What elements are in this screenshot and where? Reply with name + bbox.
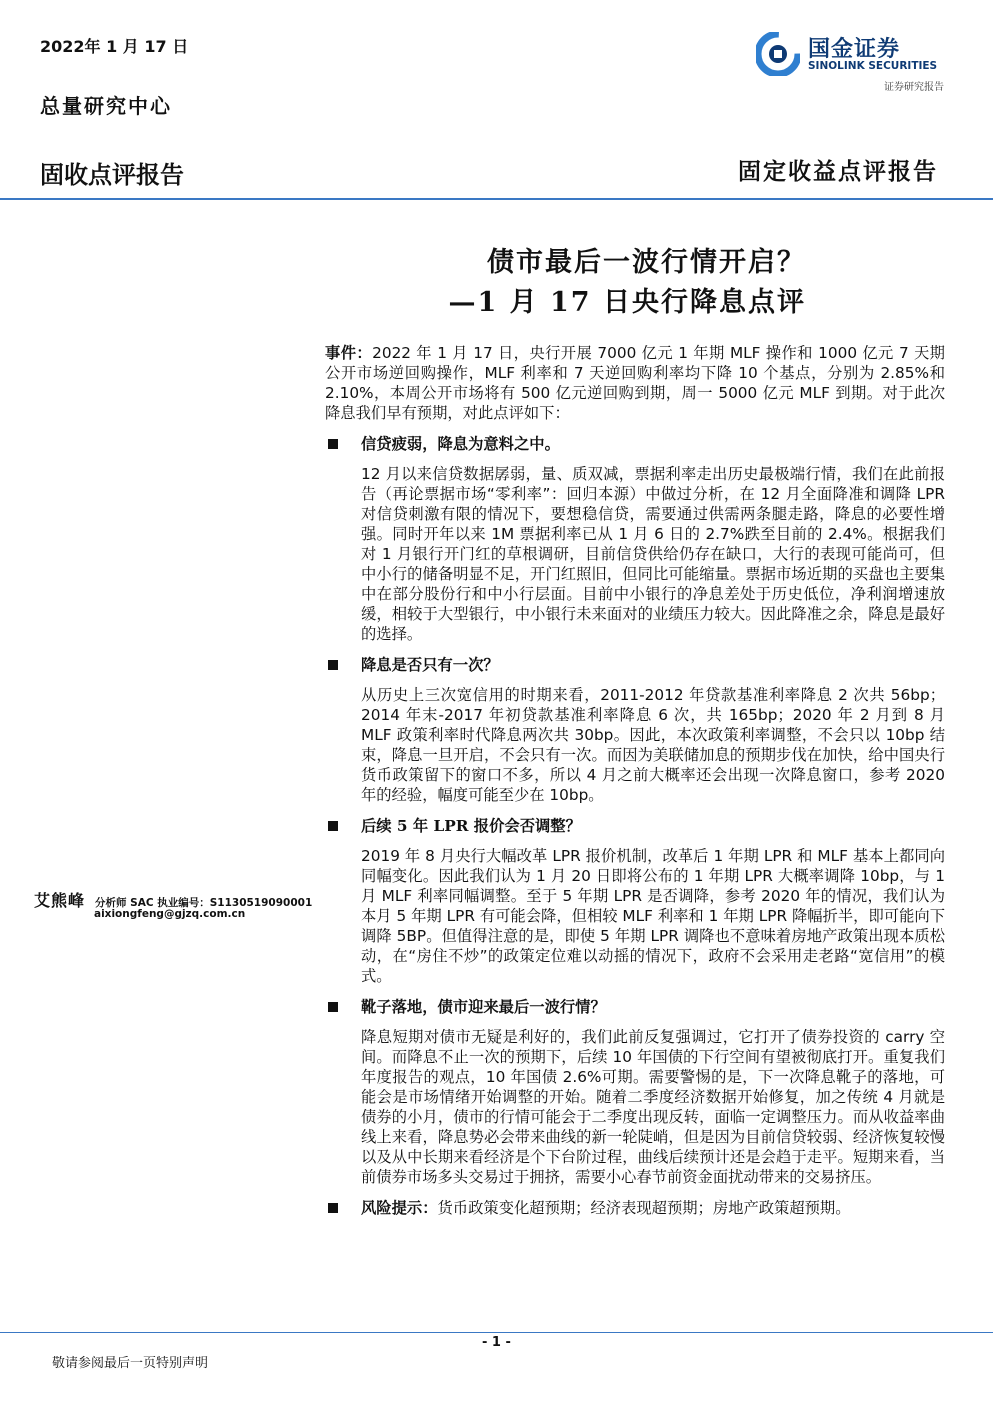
- section-heading: [325, 434, 945, 454]
- square-bullet-icon: [328, 439, 338, 449]
- section-heading: [325, 997, 945, 1017]
- section-paragraph: 2019 年 8 月央行大幅改革 LPR 报价机制，改革后 1 年期 LPR 和 MLF 基本上都同向同幅变化。因此我们认为 1 月 20 日即将公布的 1 年期 LPR 大概率调降 10bp，与 1 月 MLF 利率同幅调整。至于 5 年期 LPR 是否调降，参考 2020 年的情况，我们认为本月 5 年期 LPR 有可能会降，但相较 MLF 利率和 1 年期 LPR 降幅折半，即可能向下调降 5BP。但值得注意的是，即使 5 年期 LPR 调降也不意味着房地产政策出现本质松动，在“房住不炒”的政策定位难以动摇的情况下，政府不会采用走老路“宽信用”的模式。: [361, 847, 945, 985]
- research-center: 总量研究中心: [40, 94, 172, 118]
- report-body: [325, 343, 945, 1228]
- disclaimer-note: 敬请参阅最后一页特别声明: [52, 1356, 209, 1371]
- analyst-email[interactable]: aixiongfeng@gjzq.com.cn: [94, 908, 246, 920]
- report-date: 2022年 1 月 17 日: [40, 37, 189, 56]
- risk-text: 货币政策变化超预期；经济表现超预期；房地产政策超预期。: [437, 1199, 851, 1217]
- section-heading-text: 信贷疲弱，降息为意料之中。: [361, 435, 560, 453]
- page-number: - 1 -: [482, 1335, 511, 1350]
- analyst-name: 艾熊峰: [34, 891, 86, 910]
- header-divider: [0, 198, 993, 200]
- logo-chinese-name: 国金证券: [808, 37, 901, 62]
- sinolink-logo-icon: [756, 32, 800, 76]
- report-title: 债市最后一波行情开启？: [487, 247, 806, 278]
- section-heading: [325, 816, 945, 836]
- square-bullet-icon: [328, 1002, 338, 1012]
- section-heading-text: 后续 5 年 LPR 报价会否调整？: [361, 817, 581, 835]
- section-heading-text: 降息是否只有一次？: [361, 656, 499, 674]
- logo-subtitle: 证券研究报告: [884, 82, 944, 93]
- section-paragraph: 12 月以来信贷数据孱弱，量、质双减，票据利率走出历史最极端行情，我们在此前报告（再论票据市场“零利率”：回归本源）中做过分析，在 12 月全面降准和调降 LPR 对信贷刺激有限的情况下，要想稳信贷，需要通过供需两条腿走路，降息的必要性增强。同时开年以来 1M 票据利率已从 1 月 6 日的 2.7%跌至目前的 2.4%。根据我们对 1 月银行开门红的草根调研，目前信贷供给仍存在缺口，大行的表现可能尚可，但中小行的储备明显不足，开门红照旧，但同比可能缩量。票据市场近期的买盘也主要集中在部分股份行和中小行层面。目前中小银行的净息差处于历史低位，净利润增速放缓，相较于大型银行，中小银行未来面对的业绩压力较大。因此降准之余，降息是最好的选择。: [361, 465, 945, 643]
- risk-label: 风险提示：: [361, 1199, 438, 1217]
- analyst-sac-id: 分析师 SAC 执业编号：S1130519090001: [95, 897, 313, 909]
- report-subtitle: —1 月 17 日央行降息点评: [448, 287, 806, 318]
- section-paragraph: 从历史上三次宽信用的时期来看，2011-2012 年贷款基准利率降息 2 次共 56bp；2014 年末-2017 年初贷款基准利率降息 6 次，共 165bp；2020 年 2 月到 8 月 MLF 政策利率时代降息两次共 30bp。因此，本次政策利率调整，不会只以 10bp 结束，降息一旦开启，不会只有一次。而因为美联储加息的预期步伐在加快，给中国央行货币政策留下的窗口不多，所以 4 月之前大概率还会出现一次降息窗口，参考 2020 年的经验，幅度可能至少在 10bp。: [361, 686, 945, 804]
- square-bullet-icon: [328, 1203, 338, 1213]
- square-bullet-icon: [328, 660, 338, 670]
- report-type-left: 固收点评报告: [40, 161, 184, 189]
- event-label: 事件：: [325, 344, 373, 362]
- analyst-info: [34, 888, 314, 920]
- logo-english-name: SINOLINK SECURITIES: [808, 60, 938, 72]
- report-type-right: 固定收益点评报告: [738, 158, 938, 185]
- square-bullet-icon: [328, 821, 338, 831]
- event-text: 2022 年 1 月 17 日，央行开展 7000 亿元 1 年期 MLF 操作和 1000 亿元 7 天期公开市场逆回购操作，MLF 利率和 7 天逆回购利率均下降 10 个基点，分别为 2.85%和 2.10%，本周公开市场将有 500 亿元逆回购到期，周一 5000 亿元 MLF 到期。对于此次降息我们早有预期，对此点评如下：: [325, 344, 945, 422]
- risk-warning: [325, 1198, 945, 1218]
- section-heading: [325, 655, 945, 675]
- section-heading-text: 靴子落地，债市迎来最后一波行情？: [361, 998, 606, 1016]
- event-paragraph: [325, 343, 945, 423]
- company-logo: [756, 30, 946, 94]
- footer-divider: [0, 1332, 993, 1333]
- section-paragraph: 降息短期对债市无疑是利好的，我们此前反复强调过，它打开了债券投资的 carry 空间。而降息不止一次的预期下，后续 10 年国债的下行空间有望被彻底打开。重复我们年度报告的观点，10 年国债 2.6%可期。需要警惕的是，下一次降息靴子的落地，可能会是市场情绪开始调整的开始。随着二季度经济数据开始修复，加之传统 4 月就是债券的小月，债市的行情可能会于二季度出现反转，面临一定调整压力。而从收益率曲线上来看，降息势必会带来曲线的新一轮陡峭，但是因为目前信贷较弱、经济恢复较慢以及从中长期来看经济是个下台阶过程，曲线后续预计还是会趋于走平。短期来看，当前债券市场多头交易过于拥挤，需要小心春节前资金面扰动带来的交易挤压。: [361, 1028, 945, 1186]
